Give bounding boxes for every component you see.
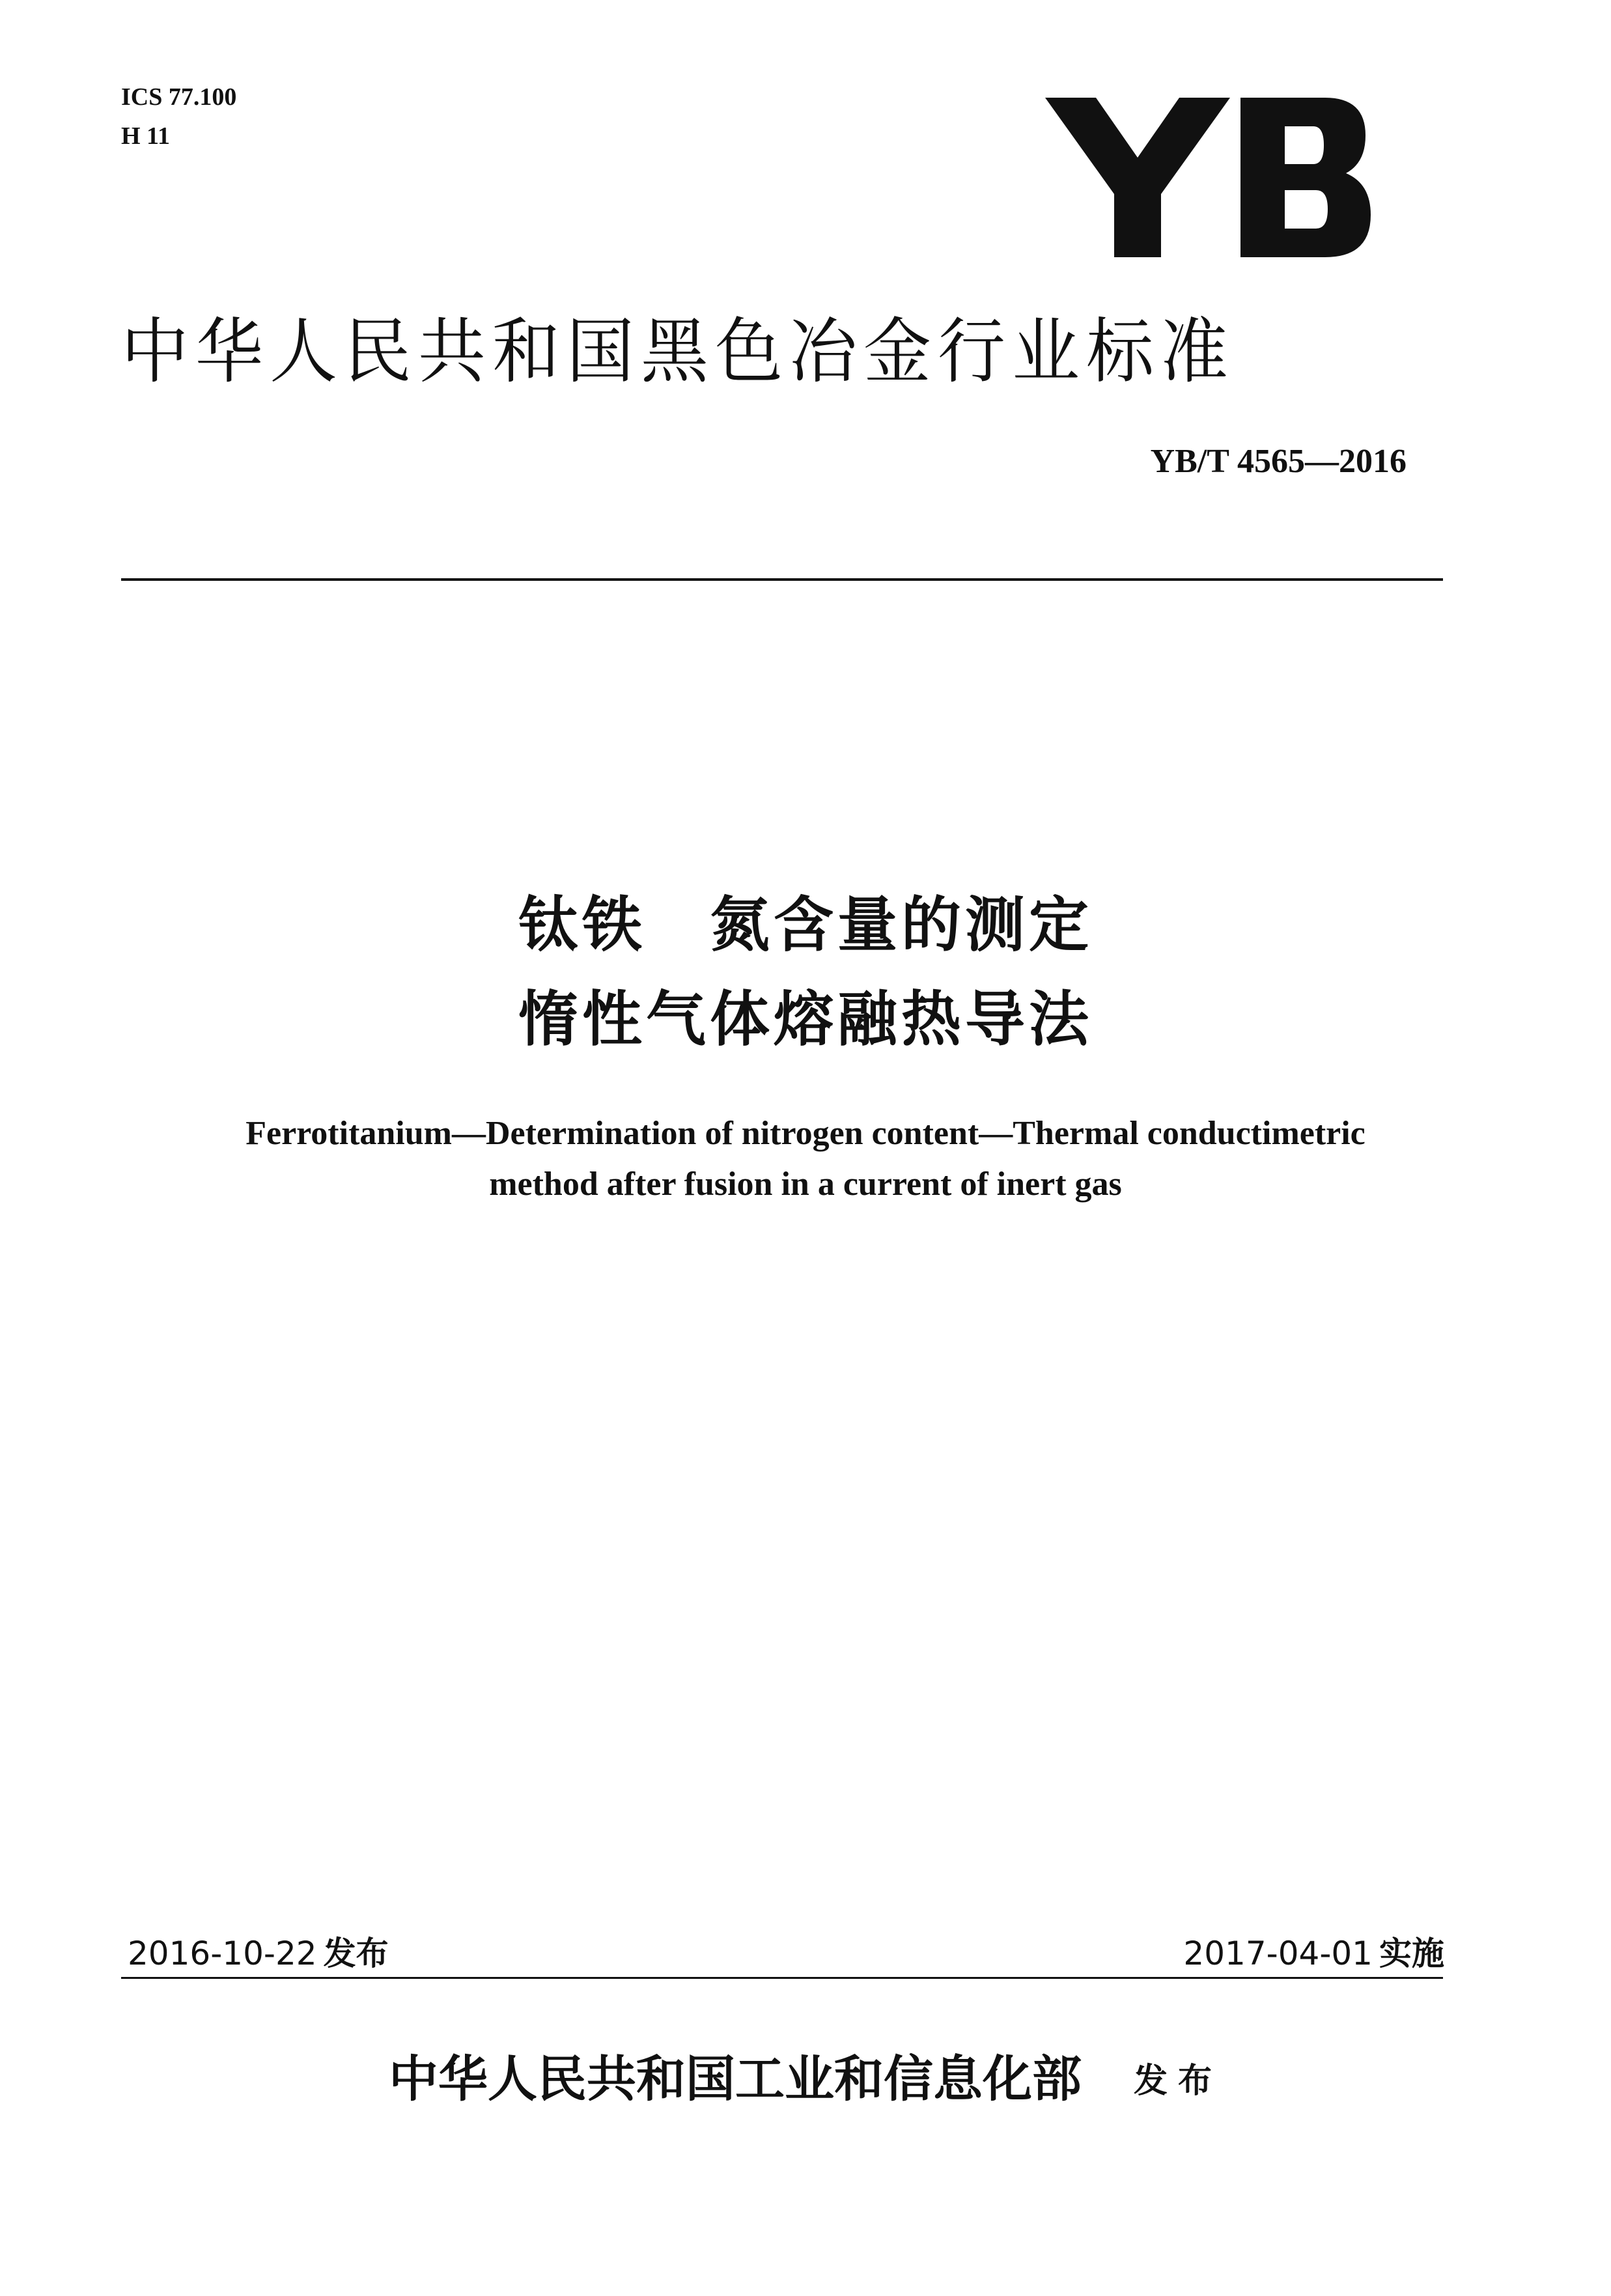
- title-en-line-1: Ferrotitanium—Determination of nitrogen content—Thermal conductimetric: [245, 1115, 1366, 1152]
- title-en-line-2: method after fusion in a current of inert gas: [489, 1166, 1122, 1203]
- top-divider: [121, 578, 1443, 581]
- bottom-divider: [121, 1977, 1443, 1979]
- yb-logo: [1045, 98, 1371, 257]
- issue-date-label: 发布: [323, 1935, 389, 1972]
- ics-code: ICS 77.100: [121, 83, 237, 111]
- implement-date: [1183, 1937, 1444, 1970]
- publisher-label: 发布: [1133, 2062, 1222, 2101]
- yb-logo-b: [1240, 98, 1371, 257]
- issue-date-value: 2016-10-22: [128, 1935, 317, 1972]
- issue-date: [128, 1937, 389, 1970]
- title-cn-line-2: 惰性气体熔融热导法: [518, 985, 1093, 1054]
- implement-date-value: 2017-04-01: [1183, 1935, 1373, 1972]
- ccs-code: H 11: [121, 122, 170, 150]
- title-cn-line-1: 钛铁 氮含量的测定: [518, 890, 1093, 960]
- standard-number: YB/T 4565—2016: [1150, 443, 1407, 480]
- publisher: [0, 2050, 1611, 2108]
- yb-logo-y: [1045, 98, 1230, 257]
- implement-date-label: 实施: [1379, 1935, 1444, 1972]
- publisher-name: 中华人民共和国工业和信息化部: [388, 2050, 1082, 2108]
- org-title: 中华人民共和国黑色冶金行业标准: [121, 309, 1235, 393]
